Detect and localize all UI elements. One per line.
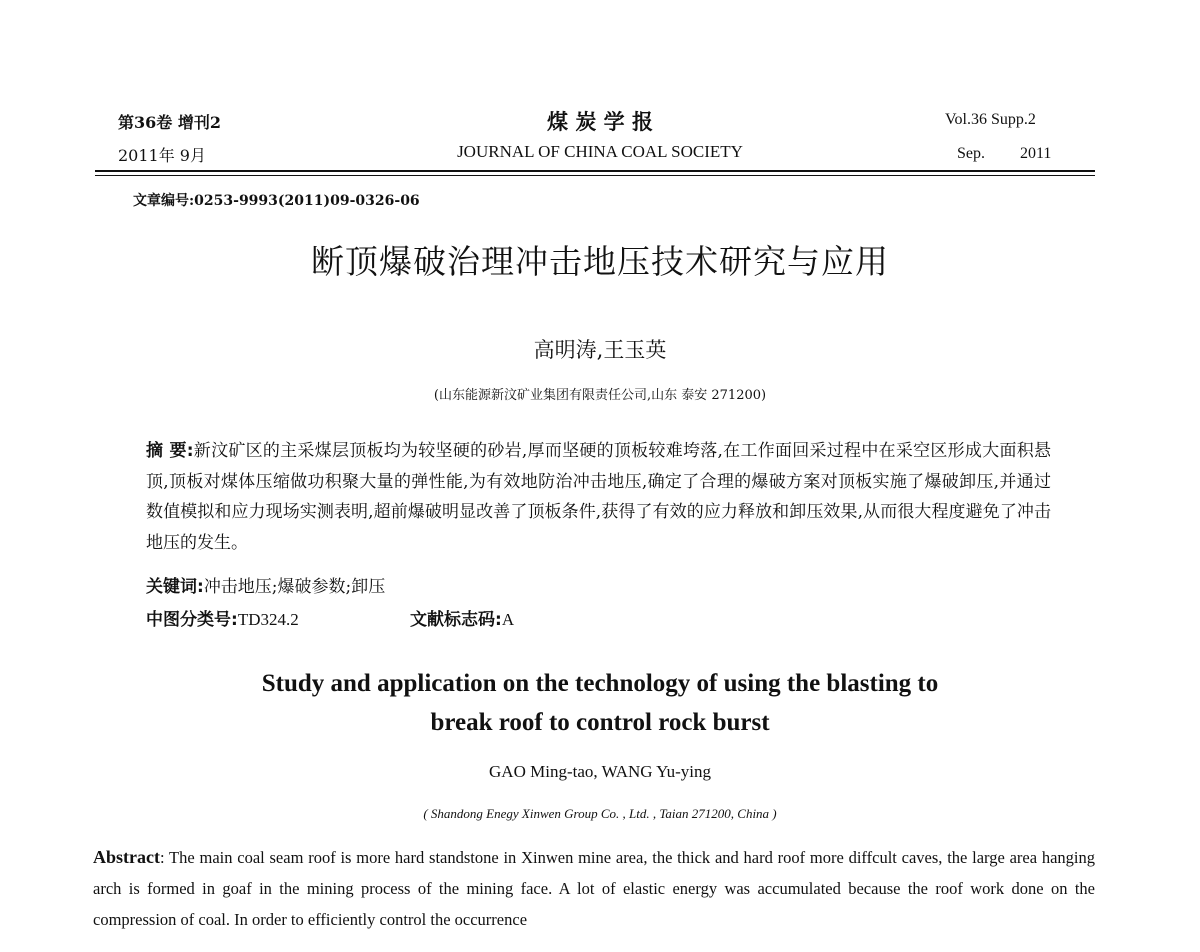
affiliation-en: ( Shandong Enegy Xinwen Group Co. , Ltd. , Taian 271200, China ) [423,806,777,821]
header-rule-thin [95,175,1095,176]
date-cn: 2011年 9月 [118,146,206,165]
volume-issue-en: Vol.36 Supp.2 [945,111,1036,128]
date-year-en: 2011 [1020,145,1052,162]
journal-name-en: JOURNAL OF CHINA COAL SOCIETY [457,142,743,161]
clc-label: 中图分类号: [146,610,238,630]
abstract-cn-text: 新汶矿区的主采煤层顶板均为较坚硬的砂岩,厚而坚硬的顶板较难垮落,在工作面回采过程中在采空区形成大面积悬顶,顶板对煤体压缩做功积聚大量的弹性能,为有效地防治冲击地压,确定了合理的爆破方案对顶板实施了爆破卸压,并通过数值模拟和应力现场实测表明,超前爆破明显改善了顶板条件,获得了有效的应力释放和卸压效果,从而很大程度避免了冲击地压的发生。 [146,441,1052,553]
classification-line [146,605,299,630]
keywords-cn-label: 关键词: [146,577,204,597]
journal-name-cn: 煤 炭 学 报 [547,109,653,134]
authors-cn: 高明涛,王玉英 [533,338,667,362]
title-en-line1: Study and application on the technology of using the blasting to [261,670,939,697]
keywords-cn-text: 冲击地压;爆破参数;卸压 [203,577,386,597]
abstract-en-text: : The main coal seam roof is more hard standstone in Xinwen mine area, the thick and hard roof more diffcult caves, the large area hanging arch is formed in goaf in the mining process of the mining face. A lot of elastic energy was accumulated because the roof work done on the compression of coal. In order to efficiently control the occurrence [93,848,1095,929]
affiliation-cn: (山东能源新汶矿业集团有限责任公司,山东 泰安 271200) [433,388,767,403]
doc-code-line [410,605,514,630]
abstract-cn-label: 摘 要: [146,441,194,461]
article-number: 文章编号:0253-9993(2011)09-0326-06 [133,193,420,209]
title-cn: 断顶爆破治理冲击地压技术研究与应用 [311,242,889,281]
clc-value: TD324.2 [237,610,299,629]
abstract-en-label: Abstract [93,847,160,867]
abstract-en [93,842,1095,935]
doc-code-value: A [501,610,515,629]
volume-issue-cn: 第36卷 增刊2 [118,113,221,132]
abstract-cn [146,436,1051,558]
title-en-line2: break roof to control rock burst [430,709,770,736]
keywords-cn [146,572,385,597]
header-rule-thick [95,170,1095,172]
date-month-en: Sep. [957,145,985,162]
authors-en: GAO Ming-tao, WANG Yu-ying [489,762,711,781]
doc-code-label: 文献标志码: [410,610,502,630]
